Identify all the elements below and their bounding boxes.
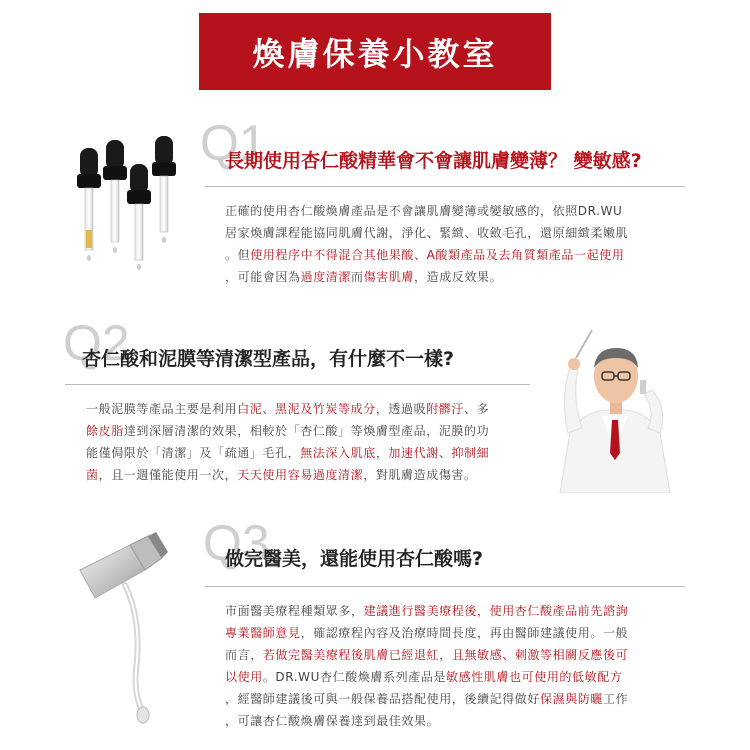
answer-text: 居家煥膚課程能協同肌膚代謝，淨化、緊緻、收斂毛孔，還原細緻柔嫩肌 [225,226,629,240]
answer-text: 。DR.WU杏仁酸煥膚系列產品是 [262,670,447,684]
q2-title: 杏仁酸和泥膜等清潔型產品，有什麼不一樣? [82,348,455,370]
answer-line [225,710,680,732]
answer-text: 、 [438,446,452,460]
banner-title: 煥膚保養小教室 [252,34,498,73]
answer-text: ， [375,446,389,460]
answer-text: 工作 [603,692,629,706]
answer-highlight: 以使用 [225,670,263,684]
answer-highlight: 加速代謝 [388,446,439,460]
answer-line [86,442,526,464]
answer-line [225,600,680,622]
answer-line [86,464,526,486]
answer-text: ，經醫師建議後可與一般保養品搭配使用，後續記得做好 [225,692,541,706]
answer-highlight: 過度清潔 [300,270,352,284]
answer-text: 一般泥膜等產品主要是利用 [86,402,238,416]
answer-text: ，且一週僅能使用一次， [98,468,238,482]
answer-line [86,420,526,442]
answer-text: 達到深層清潔的效果，相較於「杏仁酸」等煥膚型產品，泥膜的功 [123,424,490,438]
q3-answer [225,600,680,732]
answer-text: 、多 [464,402,490,416]
answer-highlight: 敏感性肌膚也可使用的低敏配方 [446,670,623,684]
answer-text: 、 [262,402,276,416]
answer-highlight: 建議進行醫美療程後，使用杏仁酸產品前先諮詢 [363,604,629,618]
q3-divider [205,586,685,587]
answer-text: ，確認療程內容及治療時間長度，再由醫師建議使用。一般 [300,626,629,640]
q1-answer [225,200,675,288]
answer-line [225,622,680,644]
answer-text: 正確的使用杏仁酸煥膚產品是不會讓肌膚變薄或變敏感的，依照DR.WU [225,204,623,218]
answer-highlight: 且無敏感、刺激等相關反應後可 [451,648,629,662]
answer-text: ， [439,648,452,662]
answer-highlight: 菌 [86,468,99,482]
answer-highlight: 無法深入肌底 [300,446,376,460]
doctor-portrait-illustration [540,328,690,493]
answer-highlight: 若做完醫美療程後肌膚已經退紅 [262,648,440,662]
answer-highlight: 保濕與防曬 [540,692,604,706]
answer-highlight: 使用程序中不得混合其他果酸、A酸類產品及去角質類產品一起使用 [250,248,625,262]
answer-text: 而言， [225,648,263,662]
q3-title: 做完醫美，還能使用杏仁酸嗎? [225,548,484,570]
answer-text: ，可讓杏仁酸煥膚保養達到最佳效果。 [225,714,440,728]
answer-text: 能僅侷限於「清潔」及「疏通」毛孔， [86,446,301,460]
dropper-bottles-illustration [72,130,192,280]
q2-divider [65,384,530,385]
answer-line [225,688,680,710]
answer-line [225,244,675,266]
answer-highlight: 天天使用容易過度清潔 [237,468,364,482]
answer-highlight: 專業醫師意見 [225,626,301,640]
answer-highlight: 白泥 [237,402,263,416]
serum-ampoule-illustration [70,530,190,725]
q2-answer [86,398,526,486]
q1-number: Q1 [200,115,267,171]
answer-text: ，可能會因為 [225,270,301,284]
answer-line [86,398,526,420]
q1-title: 長期使用杏仁酸精華會不會讓肌膚變薄？ 變敏感? [225,150,642,172]
answer-highlight: 餘皮脂 [86,424,124,438]
q2-number: Q2 [63,315,130,371]
answer-highlight: 附髒汙 [426,402,465,416]
answer-highlight: 黑泥及竹炭等成分 [275,402,376,416]
q1-divider [205,186,685,187]
answer-text: 市面醫美療程種類眾多， [225,604,364,618]
answer-line [225,266,675,288]
answer-text: 。但 [225,248,251,262]
q3-number: Q3 [203,515,270,571]
answer-text: 而 [351,270,364,284]
page-banner [199,13,551,90]
answer-text: ，造成反效果。 [414,270,503,284]
answer-text: ，對肌膚造成傷害。 [363,468,477,482]
answer-highlight: 抑制細 [451,446,490,460]
answer-line [225,222,675,244]
answer-line [225,666,680,688]
answer-line [225,200,675,222]
answer-highlight: 傷害肌膚 [363,270,415,284]
answer-line [225,644,680,666]
answer-text: ，透過吸 [375,402,427,416]
